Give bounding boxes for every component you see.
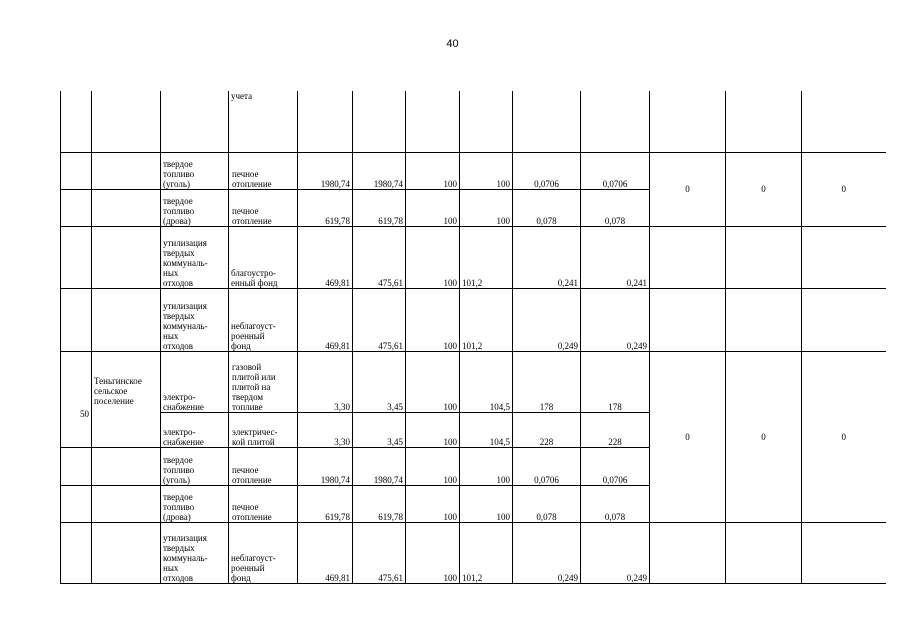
- norm-new-cell: 0,249: [581, 288, 650, 351]
- destination-cell: печное отопление: [229, 447, 298, 485]
- tariff-new-cell: 475,61: [353, 226, 406, 288]
- destination-cell: благоустро- енный фонд: [229, 226, 298, 288]
- tariff-new-cell: 3,45: [353, 412, 406, 447]
- norm-new-cell: 178: [581, 351, 650, 412]
- value-cell: 0: [650, 152, 726, 226]
- destination-cell: печное отопление: [229, 152, 298, 189]
- percent-prev-cell: 100: [406, 152, 460, 189]
- norm-new-cell: 0,0706: [581, 152, 650, 189]
- norm-prev-cell: 0,249: [513, 522, 581, 583]
- percent-prev-cell: 100: [406, 351, 460, 412]
- table-row: [61, 152, 886, 189]
- tariff-prev-cell: 469,81: [298, 288, 353, 351]
- norm-prev-cell: 0,078: [513, 189, 581, 226]
- table-row: [61, 288, 886, 351]
- percent-new-cell: 104,5: [460, 412, 513, 447]
- tariff-new-cell: 475,61: [353, 522, 406, 583]
- resource-cell: утилизация твердых коммуналь- ных отходов: [161, 288, 229, 351]
- percent-new-cell: 100: [460, 447, 513, 485]
- norm-prev-cell: 0,249: [513, 288, 581, 351]
- norm-new-cell: 0,078: [581, 485, 650, 522]
- norm-new-cell: 0,0706: [581, 447, 650, 485]
- tariff-prev-cell: 469,81: [298, 226, 353, 288]
- percent-new-cell: 104,5: [460, 351, 513, 412]
- percent-new-cell: 100: [460, 485, 513, 522]
- destination-cell: учета: [229, 91, 298, 152]
- norm-prev-cell: 0,241: [513, 226, 581, 288]
- tariff-new-cell: 475,61: [353, 288, 406, 351]
- destination-cell: печное отопление: [229, 485, 298, 522]
- percent-prev-cell: 100: [406, 226, 460, 288]
- resource-cell: утилизация твердых коммуналь- ных отходов: [161, 226, 229, 288]
- row-number-cell: 50: [61, 351, 92, 447]
- norm-new-cell: 228: [581, 412, 650, 447]
- resource-cell: электро- снабжение: [161, 412, 229, 447]
- tariff-prev-cell: 3,30: [298, 412, 353, 447]
- norm-prev-cell: 0,0706: [513, 447, 581, 485]
- value-cell: 0: [726, 351, 802, 522]
- destination-cell: газовой плитой или плитой на твердом топливе: [229, 351, 298, 412]
- tariff-new-cell: 619,78: [353, 189, 406, 226]
- tariff-new-cell: 1980,74: [353, 447, 406, 485]
- resource-cell: твердое топливо (дрова): [161, 189, 229, 226]
- settlement-cell: [92, 91, 161, 152]
- percent-new-cell: 101,2: [460, 522, 513, 583]
- tariff-new-cell: 1980,74: [353, 152, 406, 189]
- percent-new-cell: 101,2: [460, 288, 513, 351]
- tariff-prev-cell: 469,81: [298, 522, 353, 583]
- percent-new-cell: 100: [460, 189, 513, 226]
- resource-cell: твердое топливо (уголь): [161, 447, 229, 485]
- value-cell: 0: [802, 152, 886, 226]
- page-number: 40: [446, 38, 459, 50]
- percent-prev-cell: 100: [406, 288, 460, 351]
- tariff-prev-cell: 1980,74: [298, 447, 353, 485]
- tariff-prev-cell: 619,78: [298, 189, 353, 226]
- table-row: [61, 91, 886, 152]
- tariff-prev-cell: 1980,74: [298, 152, 353, 189]
- norm-new-cell: 0,241: [581, 226, 650, 288]
- norm-prev-cell: 228: [513, 412, 581, 447]
- tariff-new-cell: 619,78: [353, 485, 406, 522]
- tariff-table: [60, 91, 886, 584]
- destination-cell: печное отопление: [229, 189, 298, 226]
- percent-new-cell: 101,2: [460, 226, 513, 288]
- percent-prev-cell: 100: [406, 447, 460, 485]
- resource-cell: [161, 91, 229, 152]
- table-row: [61, 522, 886, 583]
- destination-cell: электричес- кой плитой: [229, 412, 298, 447]
- percent-prev-cell: 100: [406, 522, 460, 583]
- percent-prev-cell: 100: [406, 412, 460, 447]
- resource-cell: электро- снабжение: [161, 351, 229, 412]
- percent-prev-cell: 100: [406, 485, 460, 522]
- percent-prev-cell: 100: [406, 189, 460, 226]
- tariff-prev-cell: 619,78: [298, 485, 353, 522]
- norm-prev-cell: 0,078: [513, 485, 581, 522]
- destination-cell: неблагоуст- роенный фонд: [229, 522, 298, 583]
- value-cell: 0: [650, 351, 726, 522]
- table-row: [61, 351, 886, 412]
- value-cell: 0: [726, 152, 802, 226]
- resource-cell: твердое топливо (дрова): [161, 485, 229, 522]
- destination-cell: неблагоуст- роенный фонд: [229, 288, 298, 351]
- norm-prev-cell: 0,0706: [513, 152, 581, 189]
- norm-new-cell: 0,249: [581, 522, 650, 583]
- settlement-name-cell: Теньгинское сельское поселение: [92, 351, 161, 447]
- norm-prev-cell: 178: [513, 351, 581, 412]
- resource-cell: утилизация твердых коммуналь- ных отходов: [161, 522, 229, 583]
- percent-new-cell: 100: [460, 152, 513, 189]
- row-number-cell: [61, 91, 92, 152]
- tariff-prev-cell: 3,30: [298, 351, 353, 412]
- resource-cell: твердое топливо (уголь): [161, 152, 229, 189]
- norm-new-cell: 0,078: [581, 189, 650, 226]
- tariff-new-cell: 3,45: [353, 351, 406, 412]
- value-cell: 0: [802, 351, 886, 522]
- table-row: [61, 226, 886, 288]
